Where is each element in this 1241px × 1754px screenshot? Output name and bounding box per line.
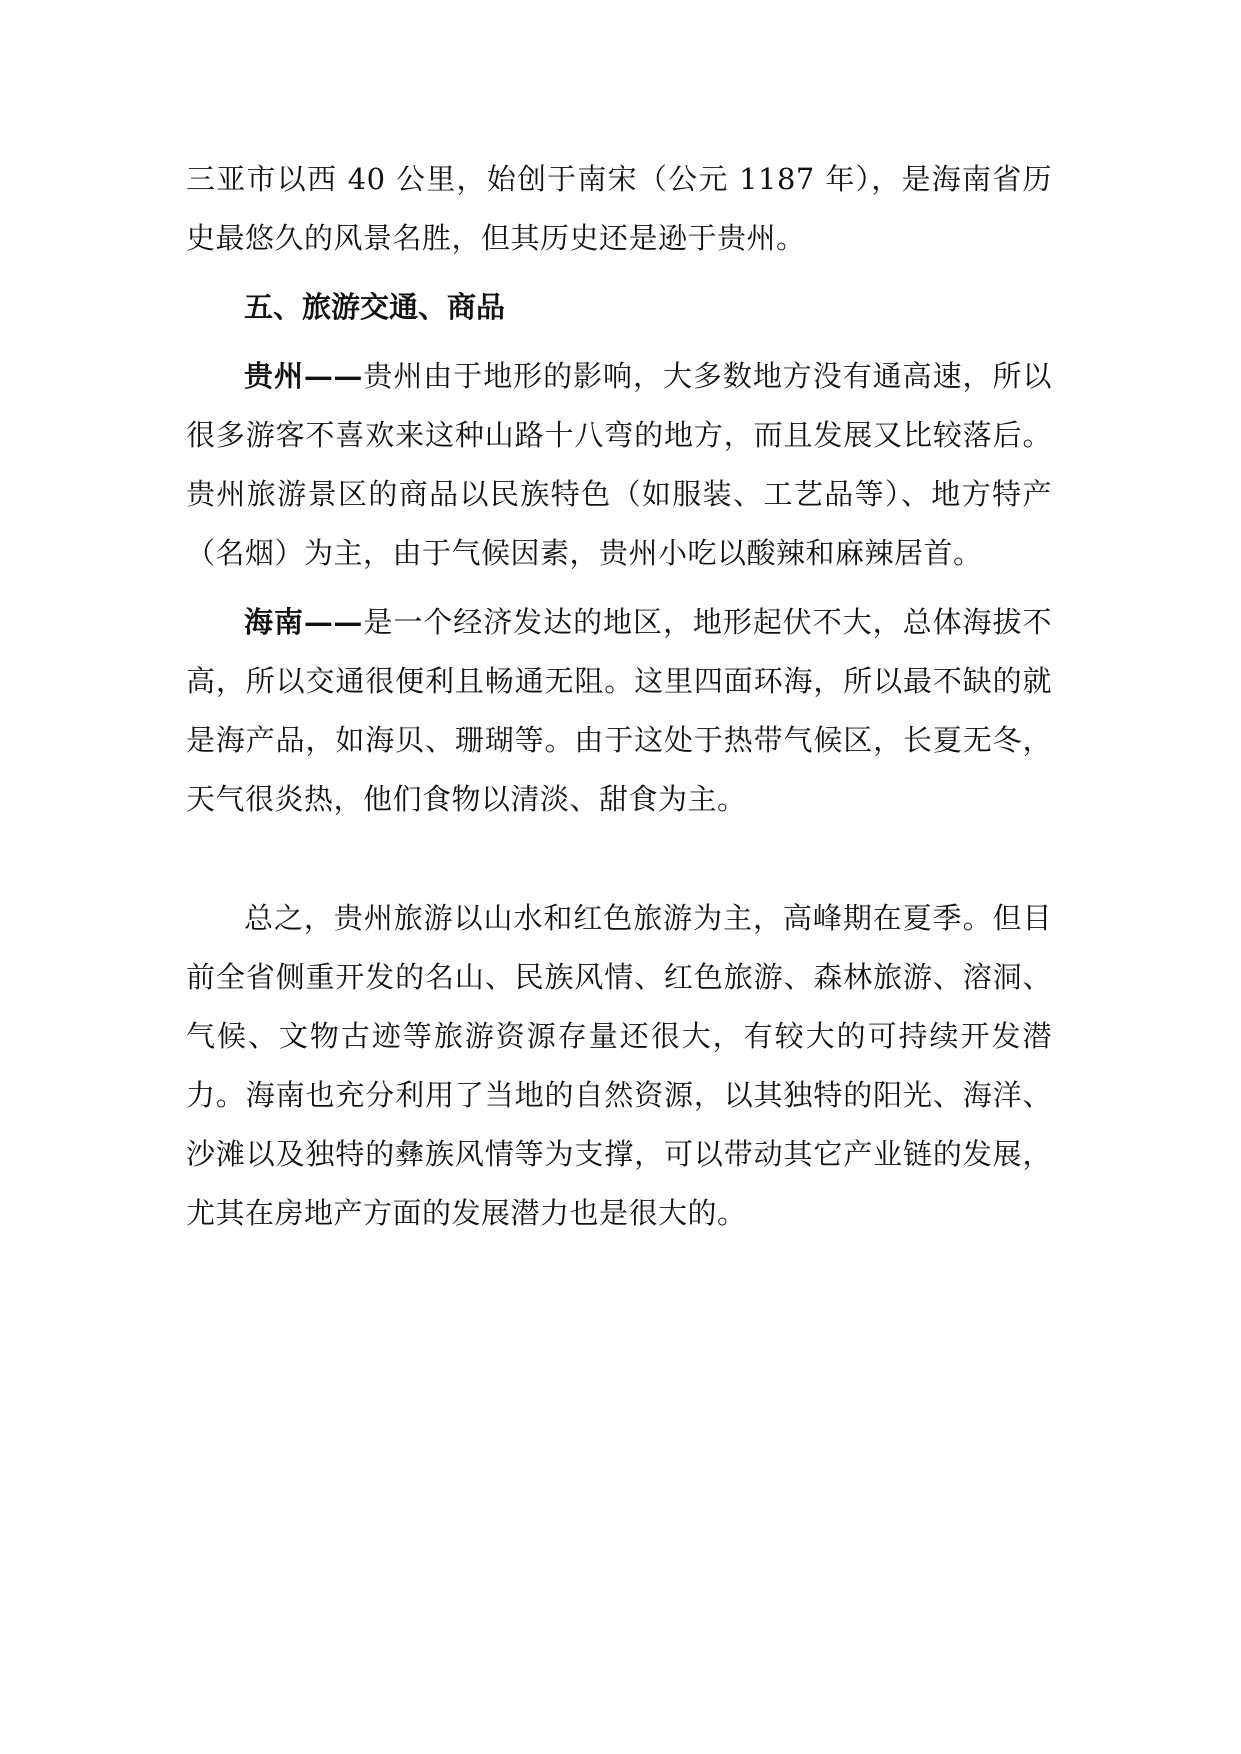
intro-paragraph: 三亚市以西 40 公里，始创于南宋（公元 1187 年），是海南省历史最悠久的风景名胜，但其历史还是逊于贵州。 bbox=[186, 162, 1052, 255]
guizhou-paragraph bbox=[186, 347, 1052, 583]
guizhou-text: 贵州由于地形的影响，大多数地方没有通高速，所以很多游客不喜欢来这种山路十八弯的地方，而且发展又比较落后。贵州旅游景区的商品以民族特色（如服装、工艺品等）、地方特产（名烟）为主，由于气候因素，贵州小吃以酸辣和麻辣居首。 bbox=[186, 359, 1052, 570]
hainan-lead: 海南—— bbox=[244, 605, 363, 639]
hainan-text: 是一个经济发达的地区，地形起伏不大，总体海拔不高，所以交通很便利且畅通无阻。这里四面环海，所以最不缺的就是海产品，如海贝、珊瑚等。由于这处于热带气候区，长夏无冬，天气很炎热，他们食物以清淡、甜食为主。 bbox=[186, 605, 1052, 816]
guizhou-lead: 贵州—— bbox=[244, 359, 363, 393]
document-page bbox=[186, 150, 1052, 1243]
hainan-paragraph bbox=[186, 593, 1052, 829]
section-heading: 五、旅游交通、商品 bbox=[244, 290, 506, 324]
summary-paragraph: 总之，贵州旅游以山水和红色旅游为主，高峰期在夏季。但目前全省侧重开发的名山、民族风情、红色旅游、森林旅游、溶洞、气候、文物古迹等旅游资源存量还很大，有较大的可持续开发潜力。海南也充分利用了当地的自然资源，以其独特的阳光、海洋、沙滩以及独特的彝族风情等为支撑，可以带动其它产业链的发展，尤其在房地产方面的发展潜力也是很大的。 bbox=[186, 901, 1052, 1230]
